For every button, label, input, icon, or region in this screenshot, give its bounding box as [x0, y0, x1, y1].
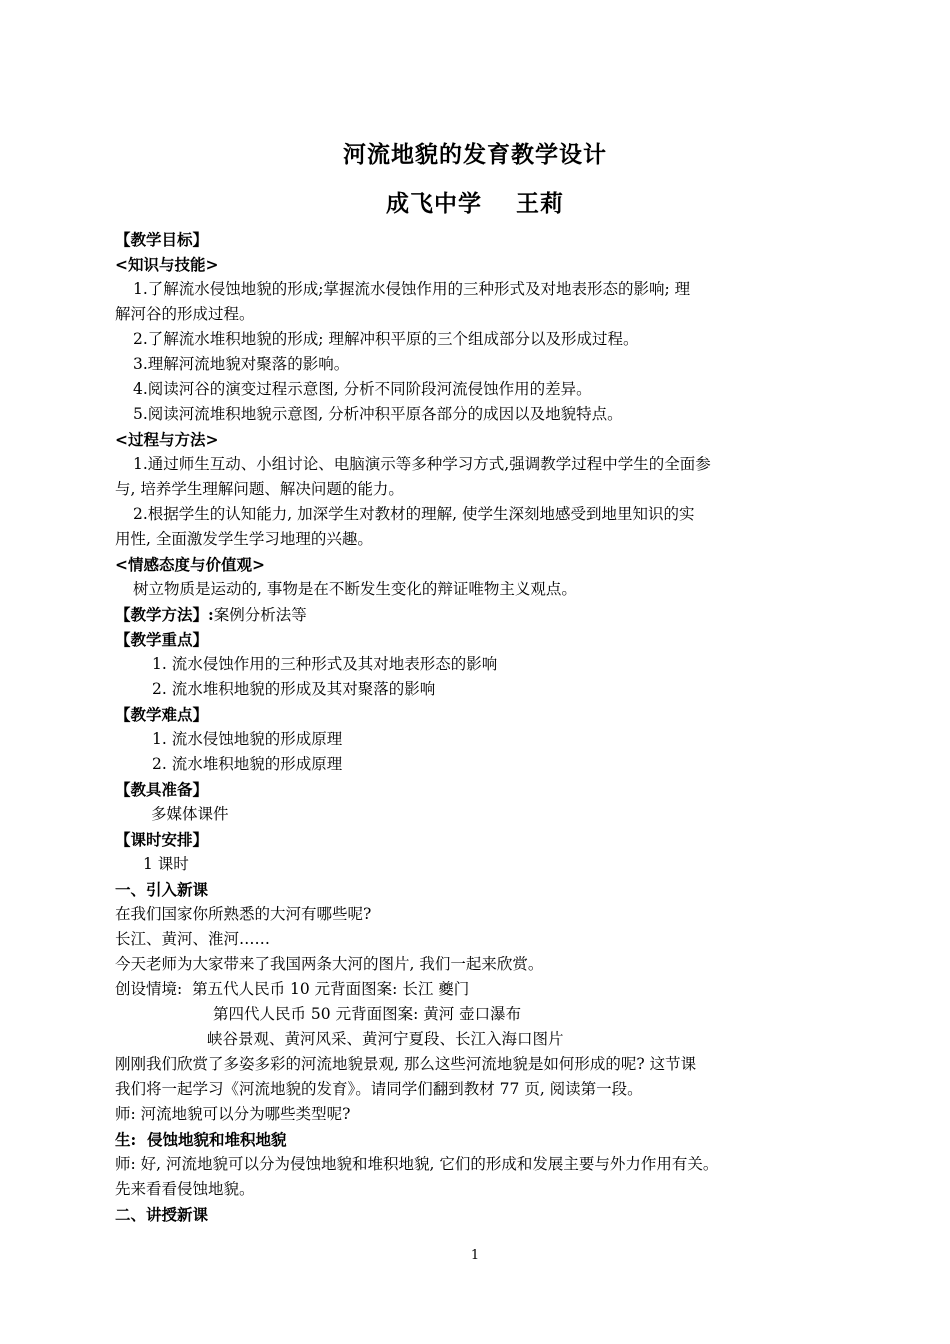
- process-heading: <过程与方法>: [115, 430, 219, 449]
- author-line: [0, 185, 950, 218]
- knowledge-item: 3.理解河流地貌对聚落的影响。: [133, 355, 350, 373]
- intro-line: 在我们国家你所熟悉的大河有哪些呢?: [115, 905, 372, 923]
- lecture-heading: 二、讲授新课: [115, 1205, 209, 1224]
- scene-item: 第四代人民币 50 元背面图案: 黄河 壶口瀑布: [213, 1005, 522, 1023]
- process-item: 2.根据学生的认知能力, 加深学生对教材的理解, 使学生深刻地感受到地里知识的实: [133, 505, 695, 523]
- author-name: 王莉: [516, 190, 564, 217]
- student-line: [115, 1127, 840, 1152]
- intro-line: 今天老师为大家带来了我国两条大河的图片, 我们一起来欣赏。: [115, 955, 544, 973]
- difficult-item: 2. 流水堆积地貌的形成原理: [152, 755, 343, 773]
- after-line: 我们将一起学习《河流地貌的发育》。请同学们翻到教材 77 页, 阅读第一段。: [115, 1080, 643, 1098]
- method-text: 案例分析法等: [213, 606, 307, 624]
- knowledge-item-cont: 解河谷的形成过程。: [115, 305, 255, 323]
- knowledge-item: 4.阅读河谷的演变过程示意图, 分析不同阶段河流侵蚀作用的差异。: [133, 380, 592, 398]
- process-item: 1.通过师生互动、小组讨论、电脑演示等多种学习方式,强调教学过程中学生的全面参: [133, 455, 711, 473]
- key-item: 1. 流水侵蚀作用的三种形式及其对地表形态的影响: [152, 655, 498, 673]
- after-line: 刚刚我们欣赏了多姿多彩的河流地貌景观, 那么这些河流地貌是如何形成的呢? 这节课: [115, 1055, 697, 1073]
- knowledge-heading: <知识与技能>: [115, 255, 219, 274]
- key-heading: 【教学重点】: [115, 630, 209, 649]
- process-item-cont: 与, 培养学生理解问题、解决问题的能力。: [115, 480, 404, 498]
- intro-heading: 一、引入新课: [115, 880, 209, 899]
- teacher-line: 先来看看侵蚀地貌。: [115, 1180, 255, 1198]
- scene-item: 峡谷景观、黄河风采、黄河宁夏段、长江入海口图片: [207, 1030, 564, 1048]
- student-text: 侵蚀地貌和堆积地貌: [147, 1130, 287, 1149]
- knowledge-item: 2.了解流水堆积地貌的形成; 理解冲积平原的三个组成部分以及形成过程。: [133, 330, 639, 348]
- page-number: 1: [470, 1248, 480, 1263]
- scene-label: 创设情境:: [115, 980, 183, 998]
- process-item-cont: 用性, 全面激发学生学习地理的兴趣。: [115, 530, 373, 548]
- attitude-heading: <情感态度与价值观>: [115, 555, 265, 574]
- knowledge-item: 5.阅读河流堆积地貌示意图, 分析冲积平原各部分的成因以及地貌特点。: [133, 405, 623, 423]
- method-heading: 【教学方法】:: [115, 605, 214, 624]
- difficult-item: 1. 流水侵蚀地貌的形成原理: [152, 730, 343, 748]
- school-name: 成飞中学: [386, 190, 482, 217]
- schedule-heading: 【课时安排】: [115, 830, 209, 849]
- teacher-line: 师: 好, 河流地貌可以分为侵蚀地貌和堆积地貌, 它们的形成和发展主要与外力作用有关。: [115, 1155, 719, 1173]
- student-label: 生:: [115, 1130, 137, 1149]
- method-line: [115, 602, 840, 627]
- after-line: 师: 河流地貌可以分为哪些类型呢?: [115, 1105, 351, 1123]
- scene-item: 第五代人民币 10 元背面图案: 长江 夔门: [192, 980, 470, 998]
- schedule-text: 1 课时: [143, 855, 189, 873]
- attitude-text: 树立物质是运动的, 事物是在不断发生变化的辩证唯物主义观点。: [133, 580, 577, 598]
- tools-text: 多媒体课件: [151, 805, 229, 823]
- intro-line: 长江、黄河、淮河……: [115, 930, 271, 948]
- key-item: 2. 流水堆积地貌的形成及其对聚落的影响: [152, 680, 436, 698]
- difficult-heading: 【教学难点】: [115, 705, 209, 724]
- objectives-heading: 【教学目标】: [115, 230, 209, 249]
- page-title: 河流地貌的发育教学设计: [343, 141, 607, 168]
- tools-heading: 【教具准备】: [115, 780, 209, 799]
- scene-line: [115, 977, 840, 1002]
- document-body: [115, 227, 840, 1227]
- knowledge-item: 1.了解流水侵蚀地貌的形成;掌握流水侵蚀作用的三种形式及对地表形态的影响; 理: [133, 280, 691, 298]
